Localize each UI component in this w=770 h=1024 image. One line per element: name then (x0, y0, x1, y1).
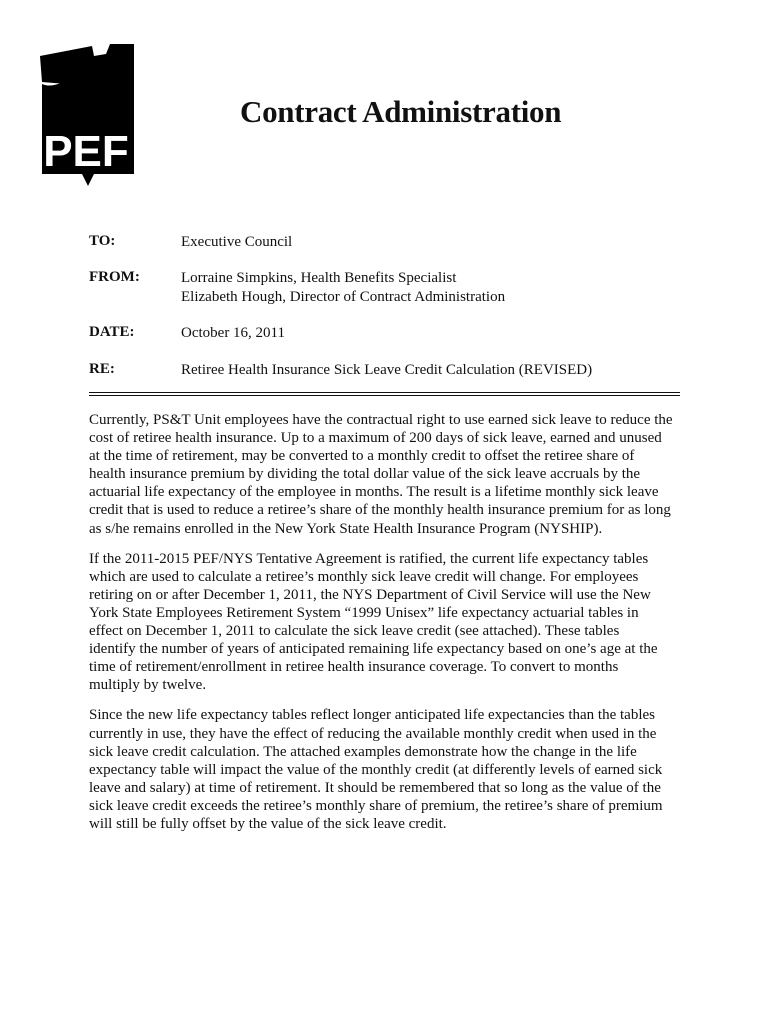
memo-header (89, 233, 689, 381)
body-line: at the time of retirement, may be converted to a monthly credit to offset the retiree share of (89, 448, 635, 465)
body-line: expectancy table will impact the value of the monthly credit (at differently levels of earned sick (89, 761, 663, 778)
body-line: cost of retiree health insurance. Up to a maximum of 200 days of sick leave, earned and unused (89, 430, 662, 447)
body-line: leave and salary) at time of retirement. It should be remembered that so long as the value of the (89, 779, 661, 796)
to-value: Executive Council (181, 234, 293, 250)
body-line: health insurance premium by dividing the total dollar value of the sick leave accruals by the (89, 466, 641, 483)
body-line: Since the new life expectancy tables reflect longer anticipated life expectancies than the tables (89, 707, 655, 724)
body-line: multiply by twelve. (89, 677, 207, 694)
body-line: time of retirement/enrollment in retiree health insurance coverage. To convert to months (89, 659, 619, 676)
memo-to-row (89, 233, 689, 269)
body-paragraph (89, 411, 689, 538)
body-line: actuarial life expectancy of the employee in months. The result is a lifetime monthly sick leave (89, 484, 659, 501)
memo-body (89, 411, 689, 845)
pef-logo (36, 42, 136, 188)
logo-text: PEF (43, 127, 129, 176)
body-line: which are used to calculate a retiree’s monthly sick leave credit will change. For employees (89, 568, 639, 585)
body-line: will still be fully offset by the value of the sick leave credit. (89, 815, 447, 832)
body-paragraph (89, 706, 689, 833)
memo-from-row (89, 269, 689, 324)
body-line: sick leave credit calculation. The attached examples demonstrate how the change in the life (89, 743, 637, 760)
body-line: credit that is used to reduce a retiree’s share of the monthly health insurance premium for as long (89, 502, 671, 519)
body-line: retiring on or after December 1, 2011, the NYS Department of Civil Service will use the New (89, 586, 651, 603)
date-value: October 16, 2011 (181, 325, 286, 341)
re-value: Retiree Health Insurance Sick Leave Credit Calculation (REVISED) (181, 362, 593, 378)
body-line: currently in use, they have the effect of reducing the available monthly credit when used in the (89, 725, 657, 742)
re-label: RE: (89, 361, 115, 377)
body-line: identify the number of years of anticipated remaining life expectancy based on one’s age at the (89, 641, 658, 658)
to-label: TO: (89, 233, 116, 249)
body-line: as s/he remains enrolled in the New York State Health Insurance Program (NYSHIP). (89, 520, 603, 537)
double-divider (89, 392, 680, 398)
memo-date-row (89, 324, 689, 361)
body-line: Currently, PS&T Unit employees have the contractual right to use earned sick leave to reduce the (89, 412, 673, 428)
date-label: DATE: (89, 324, 135, 340)
body-paragraph (89, 550, 689, 695)
from-value-line: Lorraine Simpkins, Health Benefits Specialist (181, 270, 457, 286)
from-value-line: Elizabeth Hough, Director of Contract Administration (181, 289, 506, 305)
body-line: If the 2011-2015 PEF/NYS Tentative Agreement is ratified, the current life expectancy tables (89, 550, 649, 567)
body-line: sick leave credit exceeds the retiree’s monthly share of premium, the retiree’s share of premium (89, 797, 663, 814)
page-title: Contract Administration (240, 94, 562, 129)
from-label: FROM: (89, 269, 140, 285)
body-line: York State Employees Retirement System “1999 Unisex” life expectancy actuarial tables in (89, 604, 639, 621)
body-line: effect on December 1, 2011 to calculate the sick leave credit (see attached). These tables (89, 623, 620, 640)
memo-re-row (89, 361, 689, 381)
